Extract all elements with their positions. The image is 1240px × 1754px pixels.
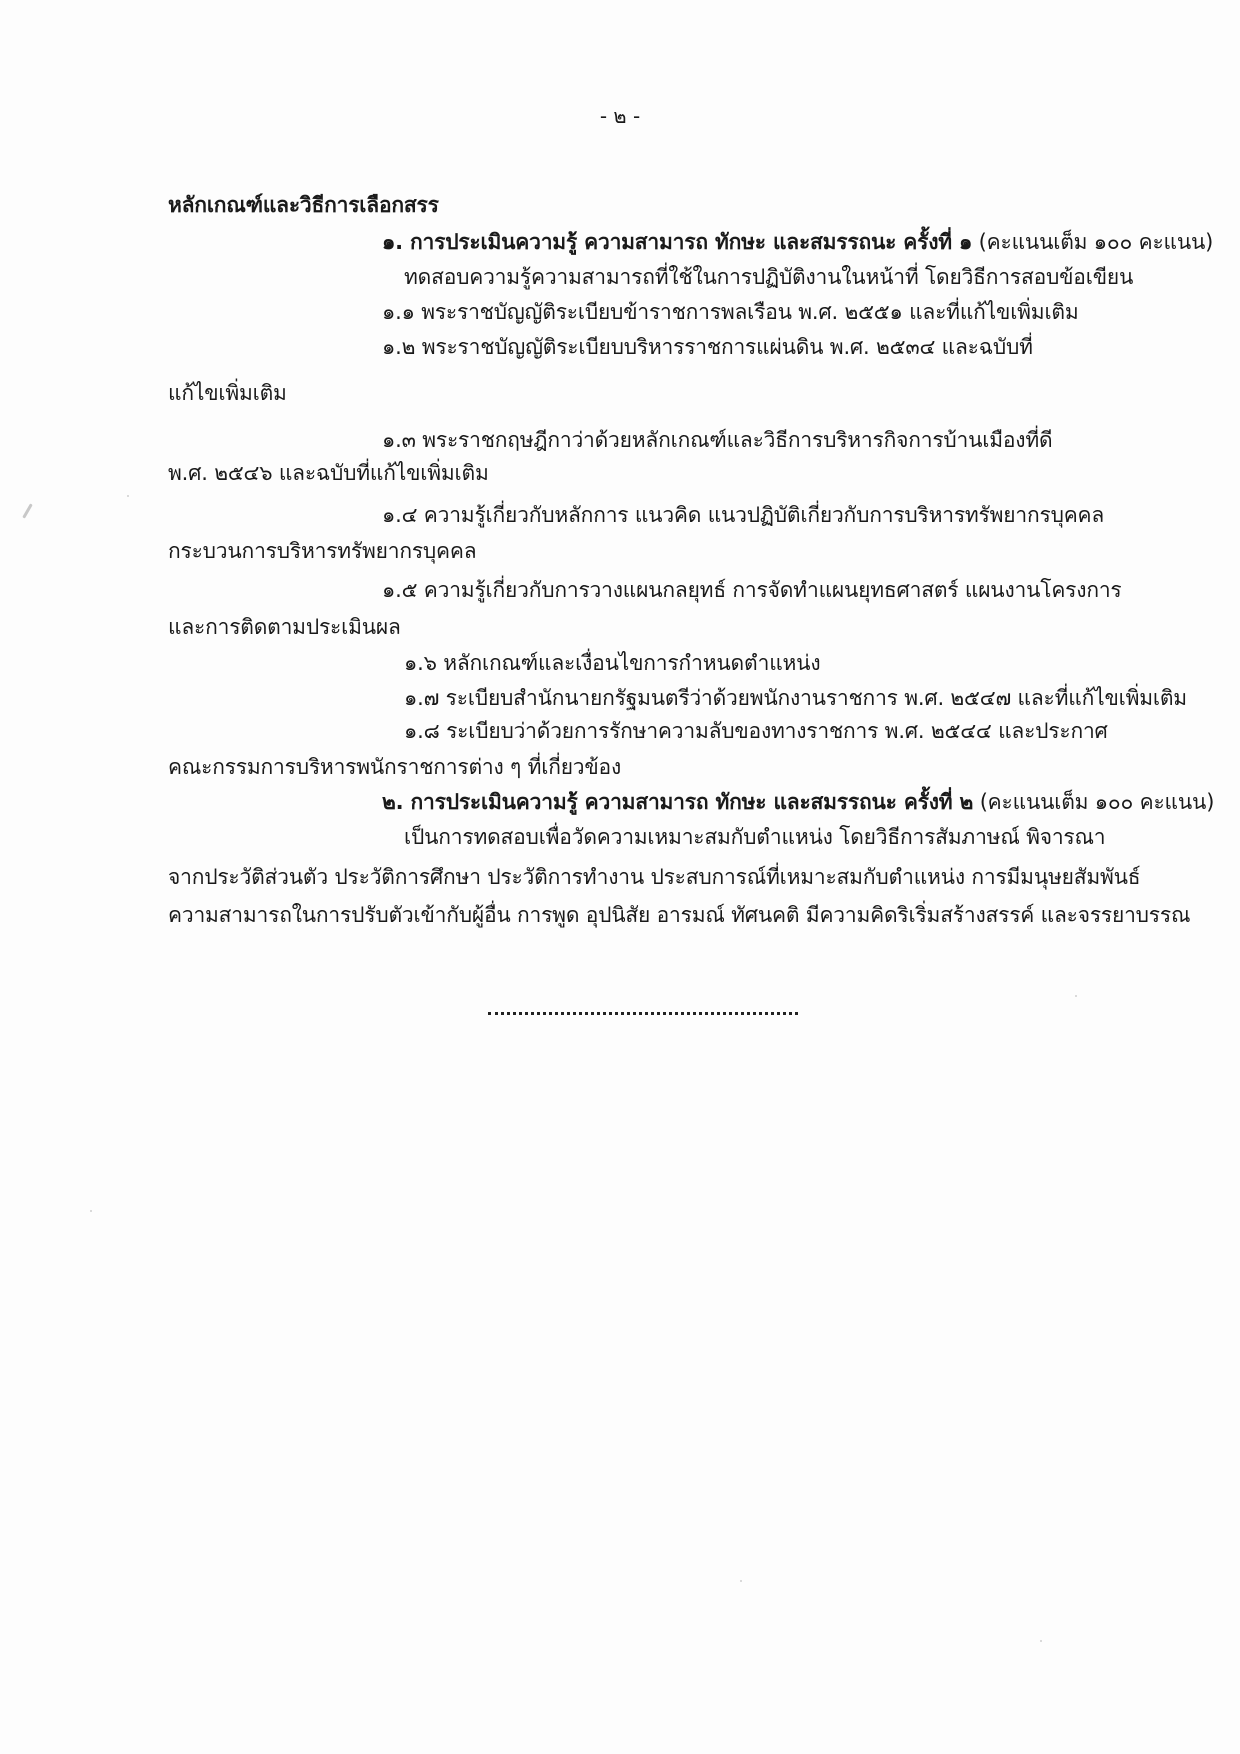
scan-speck	[1075, 995, 1077, 997]
scan-artifact-mark	[22, 503, 33, 518]
assessment-2-score-note: (คะแนนเต็ม ๑๐๐ คะแนน)	[979, 790, 1215, 814]
item-1-2-continuation: แก้ไขเพิ่มเติม	[168, 381, 287, 405]
item-1-2: ๑.๒ พระราชบัญญัติระเบียบบริหารราชการแผ่นดิน พ.ศ. ๒๕๓๔ และฉบับที่	[382, 335, 1033, 359]
item-1-4-continuation: กระบวนการบริหารทรัพยากรบุคคล	[168, 539, 477, 563]
assessment-1-intro: ทดสอบความรู้ความสามารถที่ใช้ในการปฏิบัติงานในหน้าที่ โดยวิธีการสอบข้อเขียน	[404, 265, 1134, 289]
item-1-7: ๑.๗ ระเบียบสำนักนายกรัฐมนตรีว่าด้วยพนักงานราชการ พ.ศ. ๒๕๔๗ และที่แก้ไขเพิ่มเติม	[404, 686, 1187, 710]
assessment-2-heading: ๒. การประเมินความรู้ ความสามารถ ทักษะ และสมรรถนะ ครั้งที่ ๒	[382, 790, 974, 814]
assessment-2-heading-row	[382, 787, 1214, 817]
item-1-5: ๑.๕ ความรู้เกี่ยวกับการวางแผนกลยุทธ์ การจัดทำแผนยุทธศาสตร์ แผนงานโครงการ	[382, 578, 1122, 602]
assessment-1-heading-row	[382, 227, 1213, 257]
scan-speck	[1040, 1640, 1042, 1642]
assessment-2-body-line-3: ความสามารถในการปรับตัวเข้ากับผู้อื่น การพูด อุปนิสัย อารมณ์ ทัศนคติ มีความคิดริเริ่มสร้างสรรค์ และจรรยาบรรณ	[168, 903, 1191, 927]
item-1-3-continuation: พ.ศ. ๒๕๔๖ และฉบับที่แก้ไขเพิ่มเติม	[168, 461, 489, 485]
scan-speck	[127, 495, 129, 497]
item-1-1: ๑.๑ พระราชบัญญัติระเบียบข้าราชการพลเรือน พ.ศ. ๒๕๕๑ และที่แก้ไขเพิ่มเติม	[382, 300, 1079, 324]
end-dotted-line	[488, 1012, 798, 1015]
item-1-8-continuation: คณะกรรมการบริหารพนักราชการต่าง ๆ ที่เกี่ยวข้อง	[168, 755, 622, 779]
item-1-4: ๑.๔ ความรู้เกี่ยวกับหลักการ แนวคิด แนวปฏิบัติเกี่ยวกับการบริหารทรัพยากรบุคคล	[382, 503, 1105, 527]
item-1-3: ๑.๓ พระราชกฤษฎีกาว่าด้วยหลักเกณฑ์และวิธีการบริหารกิจการบ้านเมืองที่ดี	[382, 428, 1053, 452]
item-1-8: ๑.๘ ระเบียบว่าด้วยการรักษาความลับของทางราชการ พ.ศ. ๒๕๔๔ และประกาศ	[404, 719, 1108, 743]
assessment-2-body-line-2: จากประวัติส่วนตัว ประวัติการศึกษา ประวัติการทำงาน ประสบการณ์ที่เหมาะสมกับตำแหน่ง การมีมนุษยสัมพันธ์	[168, 865, 1141, 889]
item-1-5-continuation: และการติดตามประเมินผล	[168, 615, 401, 639]
assessment-1-heading: ๑. การประเมินความรู้ ความสามารถ ทักษะ และสมรรถนะ ครั้งที่ ๑	[382, 230, 973, 254]
scan-speck	[740, 1580, 742, 1582]
assessment-2-body-line-1: เป็นการทดสอบเพื่อวัดความเหมาะสมกับตำแหน่ง โดยวิธีการสัมภาษณ์ พิจารณา	[404, 825, 1106, 849]
item-1-6: ๑.๖ หลักเกณฑ์และเงื่อนไขการกำหนดตำแหน่ง	[404, 651, 821, 675]
page-number: - ๒ -	[599, 104, 641, 128]
scan-speck	[90, 1210, 92, 1212]
assessment-1-score-note: (คะแนนเต็ม ๑๐๐ คะแนน)	[978, 230, 1214, 254]
section-heading: หลักเกณฑ์และวิธีการเลือกสรร	[168, 193, 439, 217]
